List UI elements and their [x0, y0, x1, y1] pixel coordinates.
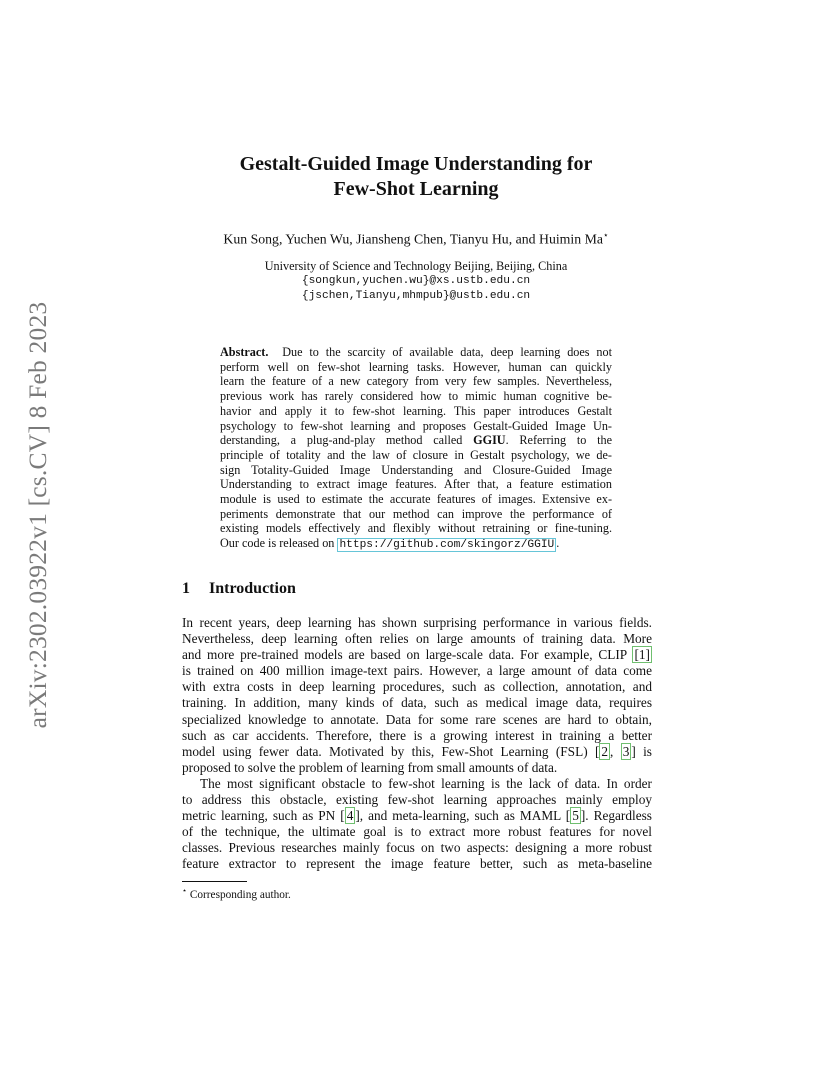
abstract-line: periments demonstrate that our method can improve the performance of [220, 506, 612, 521]
citation-link[interactable]: 5 [572, 808, 579, 824]
paper-title [160, 152, 672, 202]
body-line: training. In addition, many kinds of data, such as medical image data, requires [182, 695, 652, 711]
email-line-2: {jschen,Tianyu,mhmpub}@ustb.edu.cn [301, 290, 531, 302]
body-line: proposed to solve the problem of learning from small amounts of data. [182, 759, 558, 775]
body-line: metric learning, such as PN [ 4 ], and meta-learning, such as MAML [ 5 ]. Regardless [182, 808, 652, 824]
abstract-line: previous work has rarely considered how to mimic human cognitive be- [220, 389, 612, 404]
author-list [150, 230, 682, 248]
title-line-2: Few-Shot Learning [333, 178, 499, 200]
body-line: In recent years, deep learning has shown surprising performance in various fields. [182, 615, 652, 630]
method-name: GGIU [473, 433, 506, 448]
body-line: feature extractor to represent the image feature better, such as meta-baseline [182, 856, 652, 872]
citation-link[interactable]: 3 [622, 743, 630, 759]
abstract-line: derstanding, a plug-and-play method called GGIU. Referring to the [220, 433, 612, 448]
section-title: Introduction [209, 580, 296, 597]
abstract-line: Our code is released on https://github.com/skingorz/GGIU . [220, 536, 560, 552]
arxiv-sidebar-stamp [8, 295, 68, 735]
abstract-line: psychology to few-shot learning and proposes Gestalt-Guided Image Un- [220, 418, 612, 433]
email-line-1: {songkun,yuchen.wu}@xs.ustb.edu.cn [301, 275, 531, 287]
footnote [182, 886, 291, 901]
affiliation-block [150, 259, 682, 304]
abstract-line: learn the feature of a new category from very few samples. Nevertheless, [220, 374, 612, 389]
body-line: specialized knowledge to annotate. Data for some rare scenes are hard to obtain, [182, 711, 652, 727]
section-number: 1 [182, 580, 190, 597]
citation-link[interactable]: 4 [346, 808, 354, 824]
footnote-mark: ⋆ [182, 886, 188, 895]
institution: University of Science and Technology Beijing, Beijing, China [264, 259, 568, 273]
body-line: with extra costs in deep learning procedures, such as collection, annotation, and [182, 679, 652, 695]
body-line: and more pre-trained models are based on large-scale data. For example, CLIP [1] [182, 647, 650, 663]
body-line: is trained on 400 million image-text pairs. However, a large amount of data come [182, 663, 652, 679]
abstract [220, 345, 612, 553]
body-line: to address this obstacle, existing few-shot learning approaches mainly employ [182, 792, 652, 808]
abstract-line: sign Totality-Guided Image Understanding and Closure-Guided Image [220, 462, 612, 477]
footnote-rule [182, 881, 247, 882]
citation-link[interactable]: 2 [601, 743, 609, 759]
code-link[interactable]: https://github.com/skingorz/GGIU [339, 539, 555, 552]
abstract-line: perform well on few-shot learning tasks. However, human can quickly [220, 359, 612, 374]
body-line: Nevertheless, deep learning often relies on large amounts of training data. More [182, 631, 652, 647]
body-line: The most significant obstacle to few-shot learning is the lack of data. In order [200, 775, 652, 791]
introduction-body [182, 615, 652, 873]
footnote-text: Corresponding author. [189, 888, 291, 901]
body-line: such as car accidents. Therefore, there is a growing interest in training a better [182, 727, 652, 743]
abstract-line: existing models effectively and flexibly without retraining or fine-tuning. [220, 521, 612, 536]
abstract-line: Abstract. Due to the scarcity of available data, deep learning does not [220, 345, 612, 359]
abstract-line: havior and apply it to few-shot learning. This paper introduces Gestalt [220, 403, 612, 418]
body-line: classes. Previous researches mainly focus on two aspects: designing a more robust [182, 840, 652, 856]
author-names: Kun Song, Yuchen Wu, Jiansheng Chen, Tianyu Hu, and Huimin Ma [223, 231, 603, 247]
abstract-label: Abstract. [220, 345, 269, 359]
abstract-line: principle of totality and the law of closure in Gestalt psychology, we de- [220, 447, 612, 462]
abstract-line: module is used to estimate the accurate features of images. Extensive ex- [220, 492, 612, 507]
abstract-line: Understanding to extract image features. After that, a feature estimation [220, 477, 612, 492]
section-heading [182, 580, 296, 598]
citation-link[interactable]: [1] [634, 647, 650, 663]
body-line: of the technique, the ultimate goal is to extract more robust features for novel [182, 824, 652, 840]
author-footnote-mark: ⋆ [602, 230, 609, 240]
title-line-1: Gestalt-Guided Image Understanding for [239, 153, 593, 175]
body-line: model using fewer data. Motivated by this, Few-Shot Learning (FSL) [ 2 , 3 ] is [182, 743, 652, 759]
arxiv-identifier: arXiv:2302.03922v1 [cs.CV] 8 Feb 2023 [23, 301, 52, 729]
